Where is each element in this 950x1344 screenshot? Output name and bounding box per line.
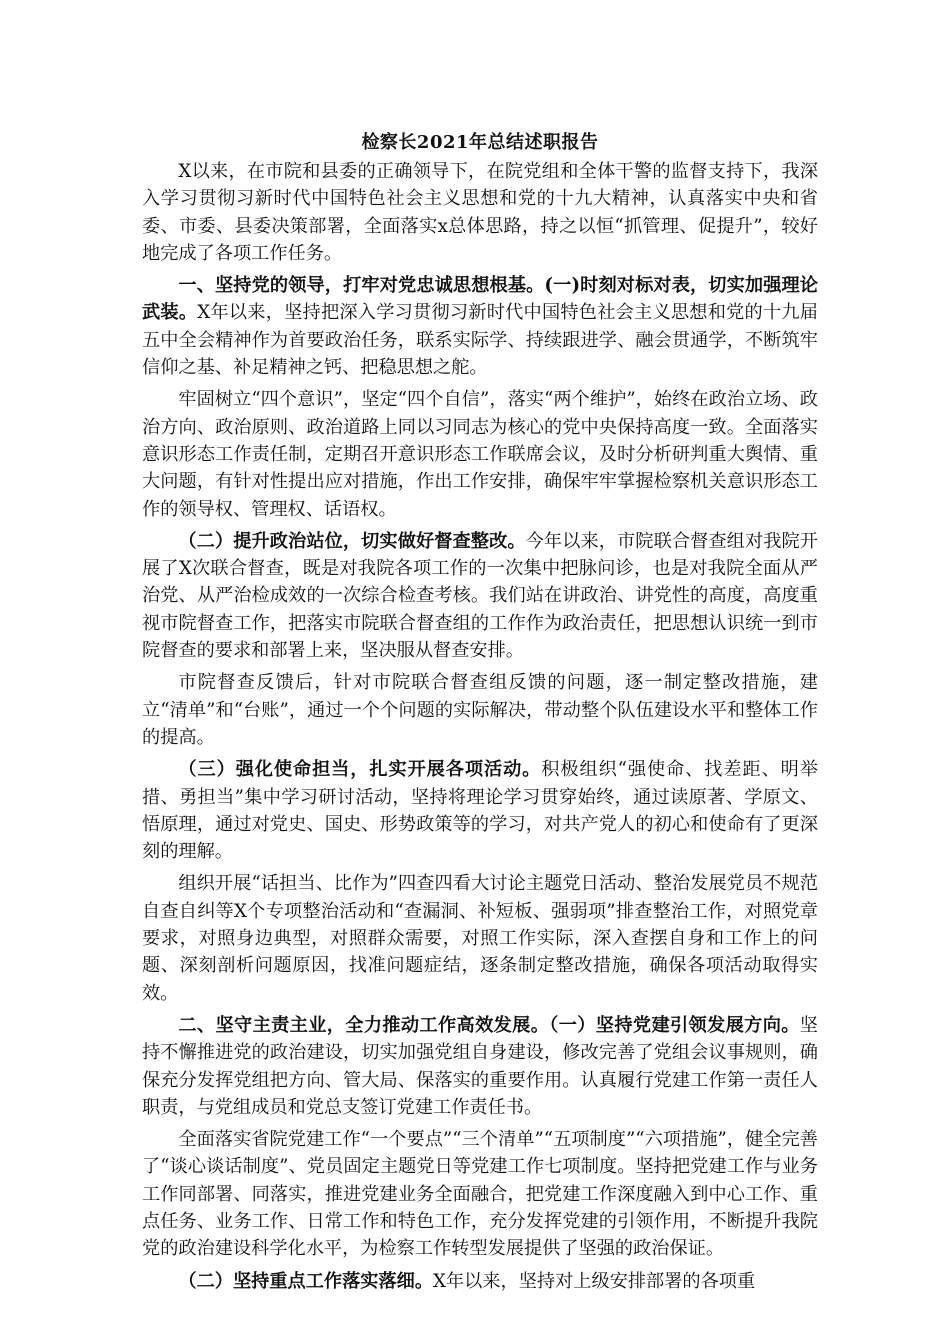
paragraph (142, 669, 818, 751)
paragraph-text: X年以来，坚持对上级安排部署的各项重 (433, 1270, 756, 1292)
paragraph (142, 1012, 818, 1121)
paragraph-text: 今年以来，市院联合督查组对我院开展了X次联合督查，既是对我院各项工作的一次集中把脉问诊，也是对我院全面从严治党、从严治检成效的一次综合检查考核。我们站在讲政治、讲党性的高度，高度重视市院督查工作，把落实市院联合督查组的工作作为政治责任，把思想认识统一到市院督查的要求和部署上来，坚决服从督查安排。 (142, 530, 818, 662)
paragraph (142, 528, 818, 664)
paragraph-text: 组织开展“话担当、比作为”四查四看大讨论主题党日活动、整治发展党员不规范自查自纠等X个专项整治活动和“查漏洞、补短板、强弱项”排查整治工作，对照党章要求，对照身边典型，对照群众需要，对照工作实际，深入查摆自身和工作上的问题、深刻剖析问题原因，找准问题症结，逐条制定整改措施，确保各项活动取得实效。 (142, 873, 818, 1004)
paragraph-heading: （二）坚持重点工作落实落细。 (178, 1270, 434, 1292)
paragraph-heading: 一、坚持党的领导，打牢对党忠诚思想根基。(一)时刻对标对表，切实加强理论武装。 (142, 275, 818, 324)
paragraph-text: 牢固树立“四个意识”，坚定“四个自信”，落实“两个维护”，始终在政治立场、政治方向、政治原则、政治道路上同以习同志为核心的党中央保持高度一致。全面落实意识形态工作责任制，定期召开意识形态工作联席会议，及时分析研判重大舆情、重大问题，有针对性提出应对措施，作出工作安排，确保牢牢掌握检察机关意识形态工作的领导权、管理权、话语权。 (142, 389, 818, 520)
document-body (142, 132, 818, 1300)
paragraph-text: 市院督查反馈后，针对市院联合督查组反馈的问题，逐一制定整改措施，建立“清单”和“台账”，通过一个个问题的实际解决，带动整个队伍建设水平和整体工作的提高。 (142, 672, 818, 748)
paragraph (142, 272, 818, 381)
paragraph-heading: （三）强化使命担当，扎实开展各项活动。 (178, 759, 542, 781)
paragraph (142, 756, 818, 865)
paragraph-text: 积极组织“强使命、找差距、明举措、勇担当”集中学习研讨活动，坚持将理论学习贯穿始终，通过读原著、学原文、悟原理，通过对党史、国史、形势政策等的学习，对共产党人的初心和使命有了更深刻的理解。 (142, 759, 818, 863)
paragraph-text: 全面落实省院党建工作“一个要点”“三个清单”“五项制度”“六项措施”，健全完善了“谈心谈话制度”、党员固定主题党日等党建工作七项制度。坚持把党建工作与业务工作同部署、同落实，推进党建业务全面融合，把党建工作深度融入到中心工作、重点任务、业务工作、日常工作和特色工作，充分发挥党建的引领作用，不断提升我院党的政治建设科学化水平，为检察工作转型发展提供了坚强的政治保证。 (142, 1129, 818, 1260)
paragraph-text: X以来，在市院和县委的正确领导下，在院党组和全体干警的监督支持下，我深入学习贯彻习新时代中国特色社会主义思想和党的十九大精神，认真落实中央和省委、市委、县委决策部署，全面落实x总体思路，持之以恒“抓管理、促提升”，较好地完成了各项工作任务。 (142, 161, 818, 264)
paragraph-text: X年以来，坚持把深入学习贯彻习新时代中国特色社会主义思想和党的十九届五中全会精神作为首要政治任务，联系实际学、持续跟进学、融会贯通学，不断筑牢信仰之基、补足精神之钙、把稳思想之舵。 (142, 302, 818, 379)
paragraph (142, 1268, 818, 1295)
paragraph (142, 386, 818, 522)
paragraph-heading: 二、坚守主责主业，全力推动工作高效发展。（一）坚持党建引领发展方向。 (178, 1014, 800, 1036)
paragraph-heading: （二）提升政治站位，切实做好督查整改。 (178, 530, 526, 552)
paragraph-text: 坚持不懈推进党的政治建设，切实加强党组自身建设，修改完善了党组会议事规则，确保充分发挥党组把方向、管大局、保落实的重要作用。认真履行党建工作第一责任人职责，与党组成员和党总支签订党建工作责任书。 (142, 1014, 818, 1118)
paragraph (142, 158, 818, 267)
paragraph (142, 870, 818, 1006)
document-title: 检察长2021年总结述职报告 (361, 132, 599, 153)
paragraph (142, 1126, 818, 1262)
